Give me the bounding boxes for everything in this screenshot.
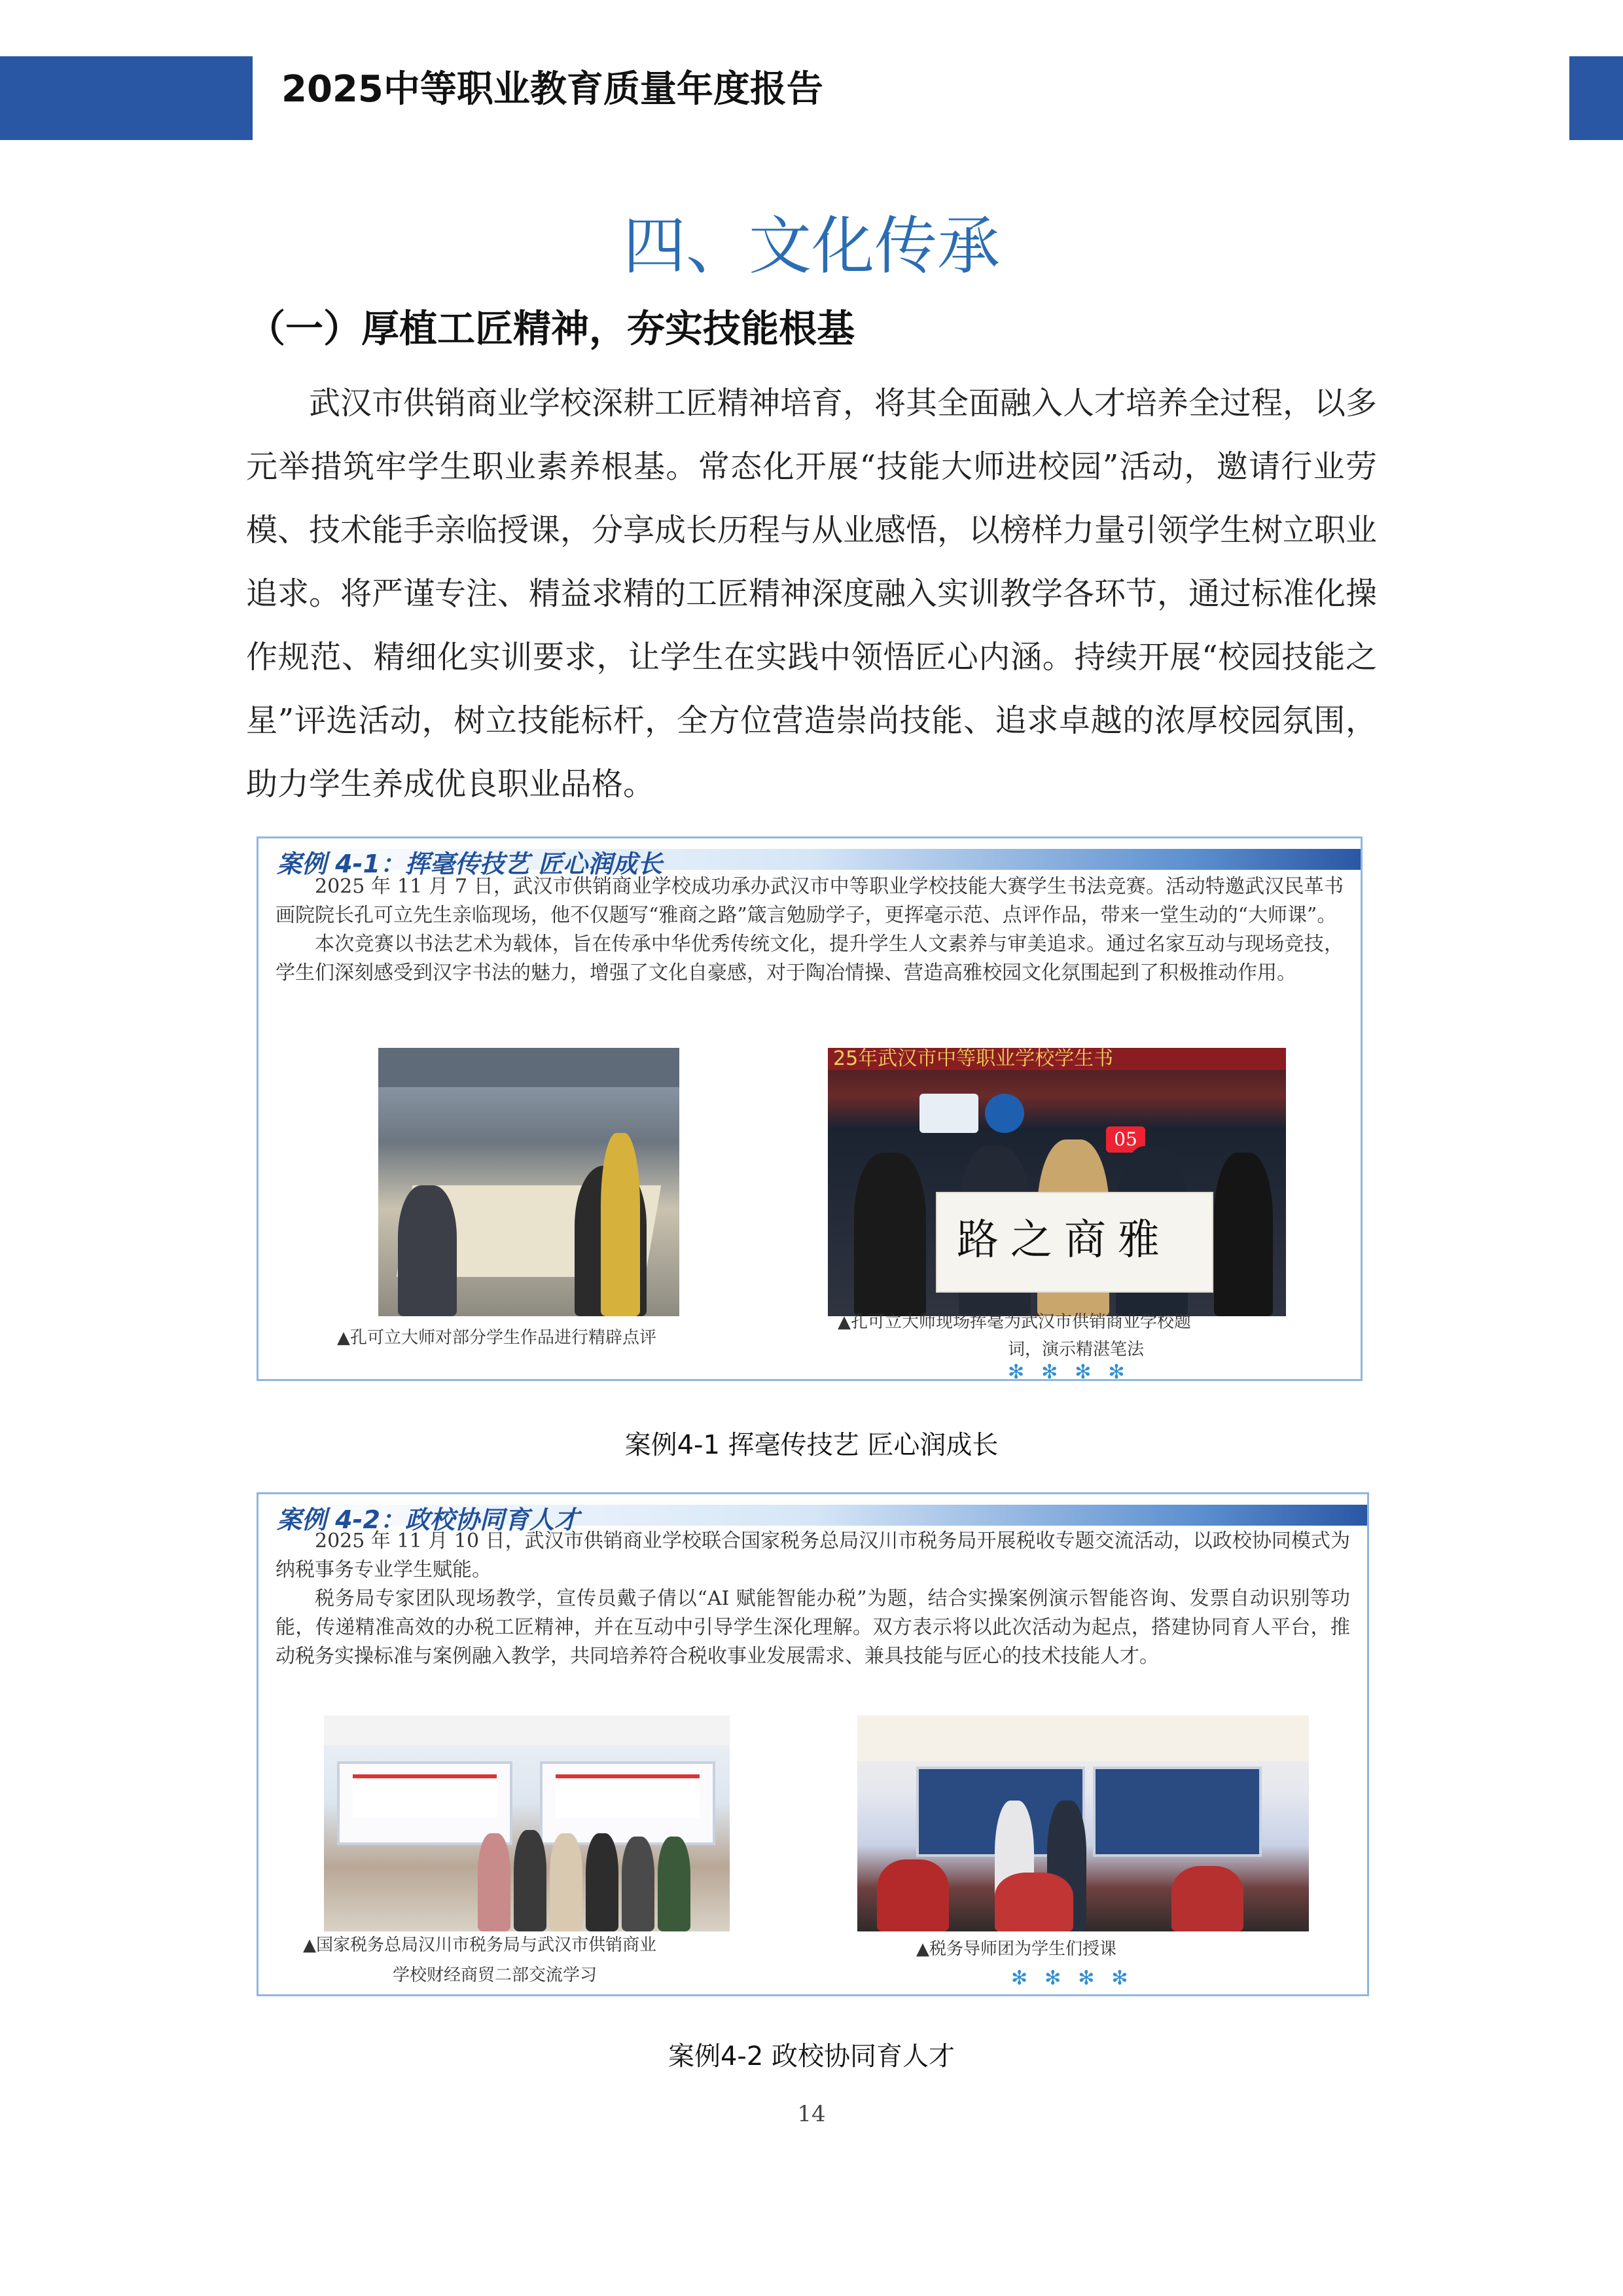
photo-caption: ▲国家税务总局汉川市税务局与武汉市供销商业 [303,1935,656,1955]
case-box-4-1 [257,836,1363,1384]
photo-caption: 学校财经商贸二部交流学习 [393,1965,597,1985]
case-body-paragraph: 税务局专家团队现场教学，宣传员戴子倩以“AI 赋能智能办税”为题，结合实操案例演示智能咨询、发票自动识别等功能，传递精准高效的办税工匠精神，并在互动中引导学生深化理解。双方表示将以此次活动为起点，搭建协同育人平台，推动税务实操标准与案例融入教学，共同培养符合税收事业发展需求、兼具技能与匠心的技术技能人才。 [276,1587,1350,1668]
photo-caption: ▲孔可立大师对部分学生作品进行精辟点评 [337,1328,656,1348]
case-heading-text: 案例 4-1：挥毫传技艺 匠心润成长 [277,850,663,878]
photo-calligraphy-review [378,1048,679,1316]
header-bar-left [0,56,253,140]
case-body-paragraph: 本次竞赛以书法艺术为载体，旨在传承中华优秀传统文化，提升学生人文素养与审美追求。通过名家互动与现场竞技，学生们深刻感受到汉字书法的魅力，增强了文化自豪感，对于陶冶情操、营造高雅校园文化氛围起到了积极推动作用。 [276,933,1344,984]
case-photos [259,1715,1367,1935]
case-title: 案例4-1 挥毫传技艺 匠心润成长 [624,1430,999,1460]
number-badge: 05 [1106,1126,1145,1153]
photo-tax-lecture [857,1715,1309,1931]
scroll-text: 路之商雅 [957,1216,1171,1265]
case-body-paragraph: 2025 年 11 月 7 日，武汉市供销商业学校成功承办武汉市中等职业学校技能大赛学生书法竞赛。活动特邀武汉民革书画院院长孔可立先生亲临现场，他不仅题写“雅商之路”箴言勉励学子，更挥毫示范、点评作品，带来一堂生动的“大师课”。 [276,875,1344,927]
case-body [276,872,1344,988]
case-body-paragraph: 2025 年 11 月 10 日，武汉市供销商业学校联合国家税务总局汉川市税务局开展税收专题交流活动，以政校协同模式为纳税事务专业学生赋能。 [276,1530,1350,1581]
section-title: （一）厚植工匠精神，夯实技能根基 [247,306,855,351]
case-box-4-2 [257,1492,1369,1996]
chapter-title: 四、文化传承 [623,209,1000,283]
case-heading [259,844,1361,878]
case-heading-text: 案例 4-2：政校协同育人才 [277,1505,579,1534]
case-body [276,1527,1350,1671]
case-photos [259,1048,1361,1323]
case-title: 案例4-2 政校协同育人才 [668,2041,955,2072]
photo-tax-exchange [324,1715,730,1931]
header-bar-right [1569,56,1623,140]
photo-banner: 25年武汉市中等职业学校学生书 [828,1048,1286,1070]
photo-caption: 词，演示精湛笔法 [1008,1340,1145,1359]
photo-caption: ▲税务导师团为学生们授课 [916,1939,1116,1959]
report-title: 2025中等职业教育质量年度报告 [281,68,823,111]
photo-caption: ▲孔可立大师现场挥毫为武汉市供销商业学校题 [838,1312,1191,1332]
body-paragraph: 武汉市供销商业学校深耕工匠精神培育，将其全面融入人才培养全过程，以多元举措筑牢学生职业素养根基。常态化开展“技能大师进校园”活动，邀请行业劳模、技术能手亲临授课，分享成长历程与从业感悟，以榜样力量引领学生树立职业追求。将严谨专注、精益求精的工匠精神深度融入实训教学各环节，通过标准化操作规范、精细化实训要求，让学生在实践中领悟匠心内涵。持续开展“校园技能之星”评选活动，树立技能标杆，全方位营造崇尚技能、追求卓越的浓厚校园氛围，助力学生养成优良职业品格。 [246,385,1378,802]
decorative-flowers-icon: ✻✻✻✻ [1008,1361,1142,1384]
page-number: 14 [797,2101,826,2127]
calligraphy-scroll [936,1192,1213,1293]
photo-calligraphy-demo [828,1048,1286,1316]
decorative-flowers-icon: ✻✻✻✻ [1011,1967,1145,1990]
case-heading [259,1499,1367,1534]
